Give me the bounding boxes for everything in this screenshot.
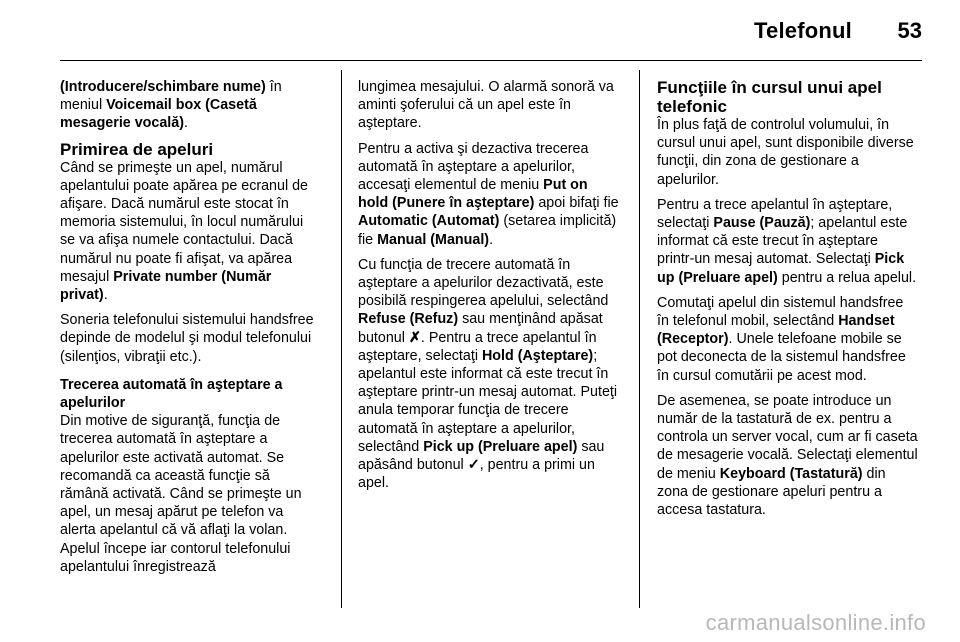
hangup-icon: ✗: [408, 329, 421, 346]
paragraph-pause: Pentru a trece apelantul în aşteptare, selectaţi Pause (Pauză); apelantul este informat că este trecut în aşteptare printr-un mesaj automat. Selectaţi Pick up (Preluare apel) pentru a relua apelul.: [657, 196, 917, 286]
watermark: carmanualsonline.info: [705, 610, 926, 635]
column-3: [657, 78, 919, 526]
page-header: [0, 0, 960, 62]
paragraph-keyboard: De asemenea, se poate introduce un număr de la tastatură de ex. pentru a controla un server vocal, cum ar fi caseta de mesagerie vocală. Selectaţi elementul de meniu Keyboard (Tastatură) din zona de gestionare apeluri pentru a accesa tastatura.: [657, 392, 918, 519]
pickup-icon: ✓: [467, 457, 480, 474]
column-1: [60, 78, 322, 583]
paragraph-refuse-call: Cu funcţia de trecere automată în aşteptare a apelurilor dezactivată, este posibilă respingerea apelului, selectând Refuse (Refuz) sau menţinând apăsat butonul ✗. Pentru a trece apelantul în aşteptare, selectaţi Hold (Aşteptare); apelantul este informat că este trecut în aşteptare printr-un mesaj automat. Puteţi anula temporar funcţia de trecere automată în aşteptare a apelurilor, selectând Pick up (Preluare apel) sau apăsând butonul ✓, pentru a primi un apel.: [358, 256, 618, 492]
paragraph-handset: Comutaţi apelul din sistemul handsfree în telefonul mobil, selectând Handset (Receptor). Unele telefoane mobile se pot deconecta de la sistemul handsfree în cursul comutării pe acest mod.: [657, 294, 906, 384]
paragraph-call-functions: În plus faţă de controlul volumului, în cursul unui apel, sunt disponibile diverse funcţii, din zona de gestionare a apelurilor.: [657, 117, 914, 188]
column-divider: [639, 70, 640, 608]
subheading-auto-hold: Trecerea automată în aşteptare a apelurilor: [60, 376, 283, 412]
paragraph-voicemail: (Introducere/schimbare nume) în meniul Voicemail box (Casetă mesagerie vocală).: [60, 79, 282, 132]
paragraph-alarm: lungimea mesajului. O alarmă sonoră va aminti şoferului că un apel este în aşteptare.: [358, 79, 614, 132]
section-heading-incoming: Primirea de apeluri: [60, 139, 214, 159]
paragraph-incoming: Când se primeşte un apel, numărul apelantului poate apărea pe ecranul de afişare. Dacă numărul este stocat în memoria sistemului, în locul numărului se va afişa numele contactului. Dacă numărul nu poate fi afişat, va apărea mesajul Private number (Număr privat).: [60, 159, 309, 304]
header-rule: [60, 60, 922, 61]
paragraph-auto-hold: Din motive de siguranţă, funcţia de trecerea automată în aşteptare a apelurilor este activată automat. Se recomandă ca această funcţie să rămână activată. Când se primeşte un apel, un mesaj apărut pe telefon va alerta apelantul că vă aflaţi la volan. Apelul începe iar contorul telefonului apelantului înregistrează: [60, 413, 302, 575]
section-heading-call-functions: Funcţiile în cursul unui apel telefonic: [657, 78, 882, 116]
page-number: 53: [897, 18, 922, 43]
column-divider: [341, 70, 342, 608]
header-title: Telefonul: [754, 18, 852, 43]
paragraph-activate-hold: Pentru a activa şi dezactiva trecerea automată în aşteptare a apelurilor, accesaţi elementul de meniu Put on hold (Punere în aşteptare) apoi bifaţi fie Automatic (Automat) (setarea implicită) fie Manual (Manual).: [358, 140, 619, 248]
column-2: [358, 78, 620, 499]
paragraph-ringtone: Soneria telefonului sistemului handsfree depinde de modelul şi modul telefonului (silenţios, vibraţii etc.).: [60, 312, 314, 365]
